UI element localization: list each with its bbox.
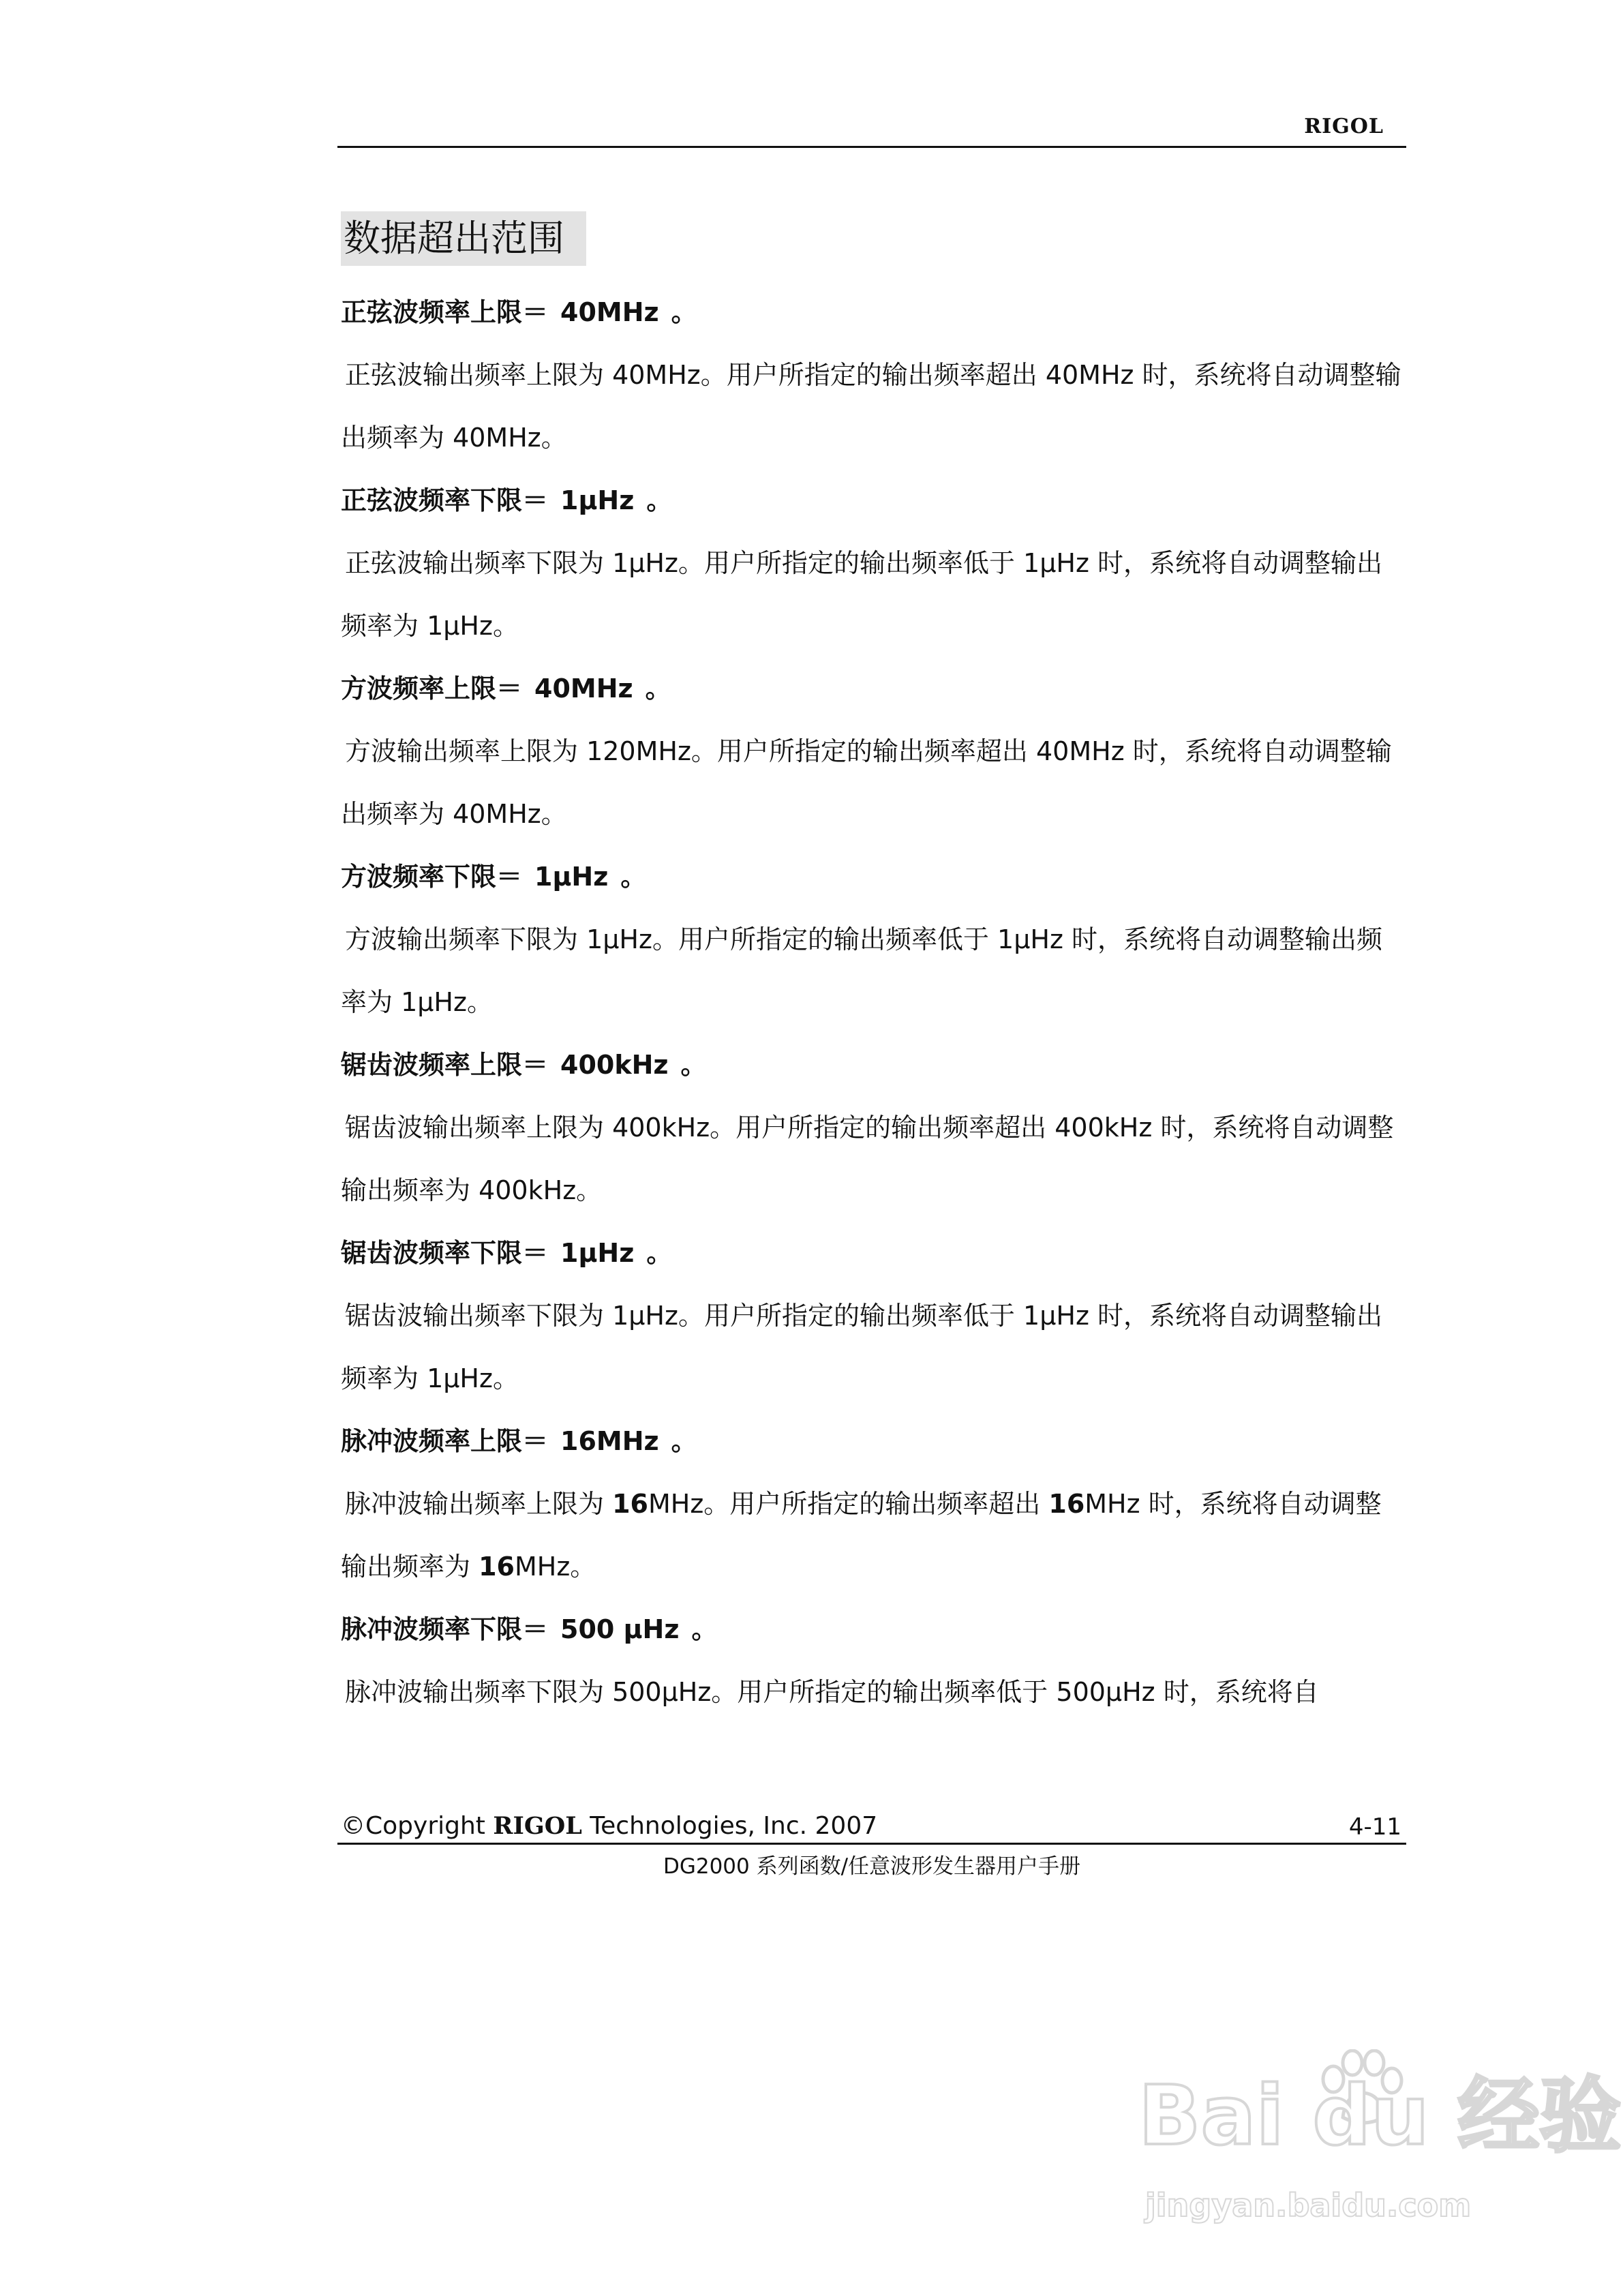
spec-label: 锯齿波频率上限＝ [341,1050,549,1080]
spec-label: 方波频率上限＝ [341,674,523,704]
spec-description: 正弦波输出频率下限为 1μHz。用户所指定的输出频率低于 1μHz 时，系统将自动调整输出频率为 1μHz。 [341,548,1382,641]
spec-item-pulse-upper [341,1410,1406,1598]
section-title: 数据超出范围 [341,211,586,266]
spec-heading [341,281,1406,344]
header-brand: RIGOL [1304,115,1384,138]
spec-label: 正弦波频率上限＝ [341,297,549,327]
watermark-url: jingyan.baidu.com [1145,2187,1472,2224]
spec-description: 脉冲波输出频率下限为 500μHz。用户所指定的输出频率低于 500μHz 时，系统将自 [345,1677,1319,1707]
spec-end: 。 [620,862,647,892]
spec-heading [341,1410,1406,1472]
spec-heading [341,845,1406,908]
spec-label: 脉冲波频率下限＝ [341,1614,549,1644]
spec-value: 400kHz [560,1050,669,1080]
footer-brand: RIGOL [493,1812,582,1840]
spec-heading [341,1222,1406,1284]
spec-text: MHz。用户所指定的输出频率超出 [648,1489,1049,1519]
spec-value: 1μHz [560,1238,635,1268]
footer-copyright [341,1812,877,1840]
page-number: 4-11 [1348,1813,1401,1841]
spec-end: 。 [671,1426,697,1456]
spec-item-square-lower [341,845,1406,1033]
watermark-logo: Bai du 经验 [1138,2069,1622,2164]
spec-end: 。 [646,1238,673,1268]
spec-label: 脉冲波频率上限＝ [341,1426,549,1456]
spec-value: 1μHz [560,485,635,515]
spec-list [341,281,1406,1723]
spec-description [341,1472,1406,1598]
spec-item-ramp-upper [341,1033,1406,1222]
spec-description: 方波输出频率下限为 1μHz。用户所指定的输出频率低于 1μHz 时，系统将自动调整输出频率为 1μHz。 [341,924,1382,1017]
spec-description: 方波输出频率上限为 120MHz。用户所指定的输出频率超出 40MHz 时，系统将自动调整输出频率为 40MHz。 [341,736,1392,829]
spec-number: 16 [1048,1489,1085,1519]
spec-heading [341,1598,1406,1661]
spec-end: 。 [645,674,671,704]
spec-value: 1μHz [534,862,609,892]
spec-number: 16 [612,1489,648,1519]
spec-label: 正弦波频率下限＝ [341,485,549,515]
spec-text: MHz 时，系统将自动调整输出频率为 [341,1489,1382,1582]
spec-end: 。 [680,1050,707,1080]
spec-label: 方波频率下限＝ [341,862,523,892]
spec-value: 40MHz [560,297,659,327]
spec-description: 锯齿波输出频率上限为 400kHz。用户所指定的输出频率超出 400kHz 时，系统将自动调整输出频率为 400kHz。 [341,1113,1394,1205]
spec-number: 16 [479,1552,515,1582]
spec-value: 40MHz [534,674,633,704]
header-divider [337,146,1406,148]
spec-description: 正弦波输出频率上限为 40MHz。用户所指定的输出频率超出 40MHz 时，系统将自动调整输出频率为 40MHz。 [341,360,1401,453]
spec-value: 500 μHz [560,1614,680,1644]
footer-divider [337,1843,1406,1845]
spec-end: 。 [691,1614,718,1644]
spec-item-ramp-lower [341,1222,1406,1410]
spec-heading [341,469,1406,532]
spec-value: 16MHz [560,1426,659,1456]
spec-label: 锯齿波频率下限＝ [341,1238,549,1268]
copyright-suffix: Technologies, Inc. 2007 [581,1812,878,1840]
manual-title: DG2000 系列函数/任意波形发生器用户手册 [663,1854,1081,1879]
spec-heading [341,1033,1406,1096]
copyright-prefix: ©Copyright [341,1812,494,1840]
spec-description: 锯齿波输出频率下限为 1μHz。用户所指定的输出频率低于 1μHz 时，系统将自动调整输出频率为 1μHz。 [341,1301,1382,1393]
spec-heading [341,657,1406,720]
spec-item-square-upper [341,657,1406,845]
spec-end: 。 [671,297,697,327]
spec-text: 脉冲波输出频率上限为 [345,1489,613,1519]
baidu-watermark [1138,2069,1622,2277]
spec-item-sine-upper [341,281,1406,469]
spec-item-pulse-lower [341,1598,1406,1723]
spec-end: 。 [646,485,673,515]
spec-item-sine-lower [341,469,1406,657]
spec-text: MHz。 [514,1552,596,1582]
